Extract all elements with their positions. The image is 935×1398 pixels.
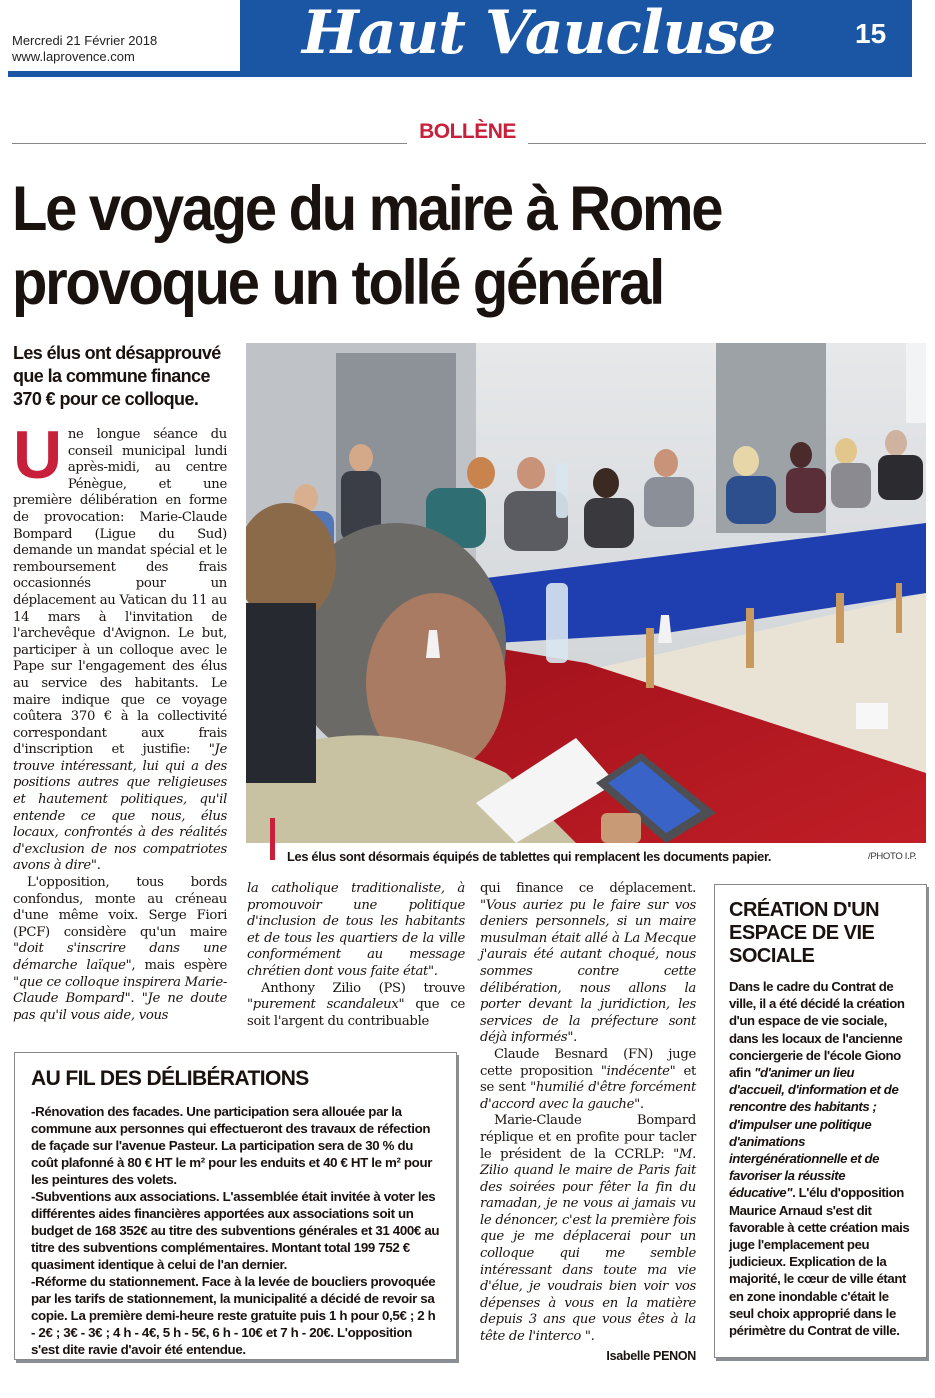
quote: la catholique traditionaliste, à promouvoir une politique d'inclusion de tous les habitants et de tous les quartiers de la ville conformément au message chrétien dont vous faite état". xyxy=(247,881,465,979)
masthead-rule xyxy=(8,71,912,77)
rubric-rule-right xyxy=(528,143,926,144)
box-title: AU FIL DES DÉLIBÉRATIONS xyxy=(31,1067,309,1090)
paragraph xyxy=(13,417,227,875)
deliberation-item: -Réforme du stationnement. Face à la levée de boucliers provoquée par les tarifs de stationnement, la municipalité a décidé de revoir sa copie. La première demi-heure reste gratuite puis 1 h pour 0,5€ ; 2 h - 2€ ; 3€ - 3€ ; 4 h - 4€, 5 h - 5€, 6 h - 10€ et 7 h - 20€. L'opposition s'est dite ravie d'avoir été entendue. xyxy=(31,1274,436,1357)
quote: "que ce colloque inspirera Marie-Claude Bompard". "Je ne doute pas qu'il vous aide, vous xyxy=(13,974,227,1023)
paragraph-text: que ce soit l'argent du contribuable xyxy=(247,997,465,1029)
author-signature: Isabelle PENON xyxy=(606,1348,696,1363)
publication-date: Mercredi 21 Février 2018 xyxy=(12,33,158,48)
website-link[interactable]: www.laprovence.com xyxy=(12,49,135,64)
section-title: Haut Vaucluse xyxy=(302,0,776,68)
paragraph-text: Anthony Zilio (PS) trouve xyxy=(261,980,465,996)
article-photo xyxy=(246,343,926,843)
headline-line-2: provoque un tollé général xyxy=(12,248,663,318)
caption-accent-bar xyxy=(270,818,275,860)
box-text-part: Dans le cadre du Contrat de ville, il a été décidé la création d'un espace de vie sociale, dans les locaux de l'ancienne conciergerie de l'école Giono afin xyxy=(729,979,905,1081)
box-title: CRÉATION D'UN ESPACE DE VIE SOCIALE xyxy=(729,899,880,967)
council-meeting-photo xyxy=(246,343,926,843)
paragraph-text: , mais espère xyxy=(131,958,227,973)
paragraph xyxy=(247,881,465,981)
paragraph-text: L'opposition, tous bords confondus, monte au créneau d'une même voix. Serge Fiori (PCF) considère qu'un maire xyxy=(13,875,227,940)
deliberations-box xyxy=(14,1052,457,1360)
paragraph-text: et se sent xyxy=(480,1063,696,1096)
quote: "Vous auriez pu le faire sur vos deniers personnels, si un maire musulman était allé à La Mecque j'aurais été autant choqué, nous sommes contre cette délibération, nous allons la porter devant la juridiction, les services de la préfecture sont déjà informés". xyxy=(480,897,696,1046)
paragraph xyxy=(480,1113,696,1345)
paragraph-text: Marie-Claude Bompard réplique et en profite pour tacler le président de la CCRLP: xyxy=(480,1113,696,1162)
quote: "d'animer un lieu d'accueil, d'information et de rencontre des habitants ; d'impulser une politique d'animations intergénérationnelle et de favoriser la réussite éducative" xyxy=(729,1065,899,1201)
article-column-2 xyxy=(247,881,465,1030)
quote: "purement scandaleux" xyxy=(247,997,405,1013)
box-text-part: . L'élu d'opposition Maurice Arnaud s'est dit favorable à cette création mais juge l'emplacement peu judicieux. Explication de la majorité, le cœur de ville étant en zone inondable c'était le seul choix approprié dans le périmètre du Contrat de ville. xyxy=(729,1185,910,1339)
paragraph-text: ne longue séance du conseil municipal lundi après-midi, au centre Pénègue, et une première délibération en forme de provocation: Marie-Claude Bompard (Ligue du Sud) demande un mandat spécial et le remboursement des frais occasionnés pour un déplacement au Vatican du 11 au 14 mars à l'invitation de l'archevêque d'Avignon. Le but, participer à un colloque avec le Pape sur l'engagement des élus au service des habitants. Le maire indique que ce voyage coûtera 370 € à la collectivité correspondant aux frais d'inscription et justifie: xyxy=(13,427,227,758)
standfirst: Les élus ont désapprouvé que la commune finance 370 € pour ce colloque. xyxy=(13,343,221,409)
deliberation-item: -Subventions aux associations. L'assemblée était invitée à voter les différentes aides financières apportées aux associations soit un budget de 168 352€ au titre des subventions générales et 31 400€ au titre des subventions complémentaires. Montant total 199 752 € quasiment identique à celui de l'an dernier. xyxy=(31,1189,440,1272)
paragraph-text: Claude Besnard (FN) juge cette proposition xyxy=(480,1046,696,1079)
rubric-rule-left xyxy=(12,143,407,144)
article-column-3 xyxy=(480,881,696,1364)
deliberation-item: -Rénovation des facades. Une participation sera allouée par la commune aux personnes qui effectueront des travaux de réfection de façade sur l'avenue Pasteur. La participation sera de 30 % du coût plafonné à 80 € HT le m² pour les enduits et 40 € HT le m² pour les peintures des volets. xyxy=(31,1104,433,1187)
photo-caption: Les élus sont désormais équipés de tablettes qui remplacent les documents papier. xyxy=(287,849,772,864)
rubric-label: BOLLÈNE xyxy=(419,120,516,143)
quote: "doit s'inscrire dans une démarche laïque" xyxy=(13,941,227,973)
quote: "indécente" xyxy=(600,1063,676,1079)
paragraph xyxy=(480,881,696,1047)
quote: "Je trouve intéressant, lui qui a des positions autres que religieuses et hautement politiques, qu'il entende ce que nous, élus locaux, confrontés à des réalités d'exclusion de nos compatriotes avons à dire". xyxy=(13,742,227,874)
page-number: 15 xyxy=(855,18,887,49)
espace-vie-sociale-box xyxy=(714,884,927,1358)
article-column-1 xyxy=(13,417,227,1024)
photo-credit: /PHOTO I.P. xyxy=(868,851,917,862)
paragraph xyxy=(13,875,227,1024)
masthead-dateline xyxy=(12,33,242,65)
paragraph xyxy=(247,981,465,1031)
paragraph xyxy=(480,1047,696,1113)
drop-cap: U xyxy=(13,417,62,493)
paragraph-text: qui finance ce déplacement. xyxy=(480,881,696,896)
headline-line-1: Le voyage du maire à Rome xyxy=(12,174,722,244)
quote: "humilié d'être forcément d'accord avec la gauche". xyxy=(480,1080,696,1112)
quote: "M. Zilio quand le maire de Paris fait des soirées pour fêter la fin du ramadan, je ne vous ai jamais vu le dénoncer, c'est la première fois que je me déplacerai pour un colloque qui me semble intéressant dans toute ma vie d'élue, je voudrais bien voir vos dépenses à vous en la matière depuis 3 ans que vous êtes à la tête de l'interco ". xyxy=(480,1146,696,1345)
headline xyxy=(12,172,858,320)
box-text xyxy=(729,978,912,1339)
